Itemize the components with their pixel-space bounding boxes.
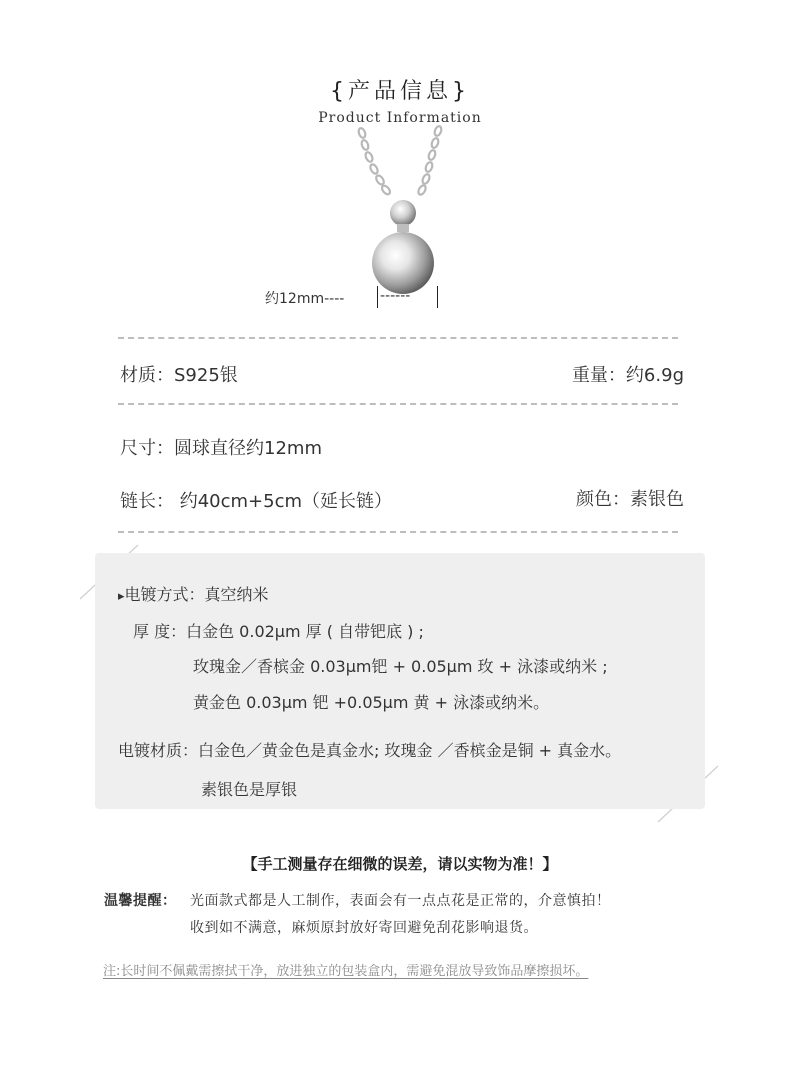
measure-left-tick xyxy=(377,286,378,308)
plating-material-row-1: 电镀材质：白金色／黄金色是真金水; 玫瑰金 ／香槟金是铜 + 真金水。 xyxy=(118,741,622,760)
spec-chain-length: 链长： 约40cm+5cm（延长链） xyxy=(120,491,393,512)
spec-weight: 重量：约6.9g xyxy=(571,365,684,386)
divider xyxy=(118,531,678,533)
plating-material-row-2: 素银色是厚银 xyxy=(201,780,298,799)
divider xyxy=(118,403,678,405)
plating-method: ▸电镀方式：真空纳米 xyxy=(118,585,269,604)
warm-reminder-label: 温馨提醒： xyxy=(104,893,177,909)
care-footnote: 注:长时间不佩戴需擦拭干净，放进独立的包装盒内，需避免混放导致饰品摩擦损坏。 xyxy=(103,964,589,979)
thickness-row-2: 玫瑰金／香槟金 0.03μm钯 + 0.05μm 玫 + 泳漆或纳米 ; xyxy=(193,657,608,676)
page-title: {产品信息} xyxy=(330,79,470,104)
thickness-row-1: 厚 度：白金色 0.02μm 厚 ( 自带钯底 ) ; xyxy=(133,622,424,641)
spec-material: 材质：S925银 xyxy=(120,365,238,386)
divider xyxy=(118,337,678,339)
warm-reminder-line-2: 收到如不满意，麻烦原封放好寄回避免刮花影响退货。 xyxy=(190,920,538,936)
thickness-row-3: 黄金色 0.03μm 钯 +0.05μm 黄 + 泳漆或纳米。 xyxy=(193,693,550,712)
measure-right-tick xyxy=(437,286,438,308)
warm-reminder-line-1: 光面款式都是人工制作，表面会有一点点花是正常的，介意慎拍！ xyxy=(190,893,611,909)
page-subtitle: Product Information xyxy=(318,110,482,126)
measure-dashes: ------ xyxy=(380,288,411,304)
measurement-notice: 【手工测量存在细微的误差，请以实物为准！】 xyxy=(242,855,558,873)
spec-size: 尺寸：圆球直径约12mm xyxy=(120,438,322,459)
triangle-icon: ▸ xyxy=(118,589,125,604)
size-measure-label: 约12mm---- xyxy=(265,291,345,307)
spec-color: 颜色：素银色 xyxy=(576,489,684,510)
